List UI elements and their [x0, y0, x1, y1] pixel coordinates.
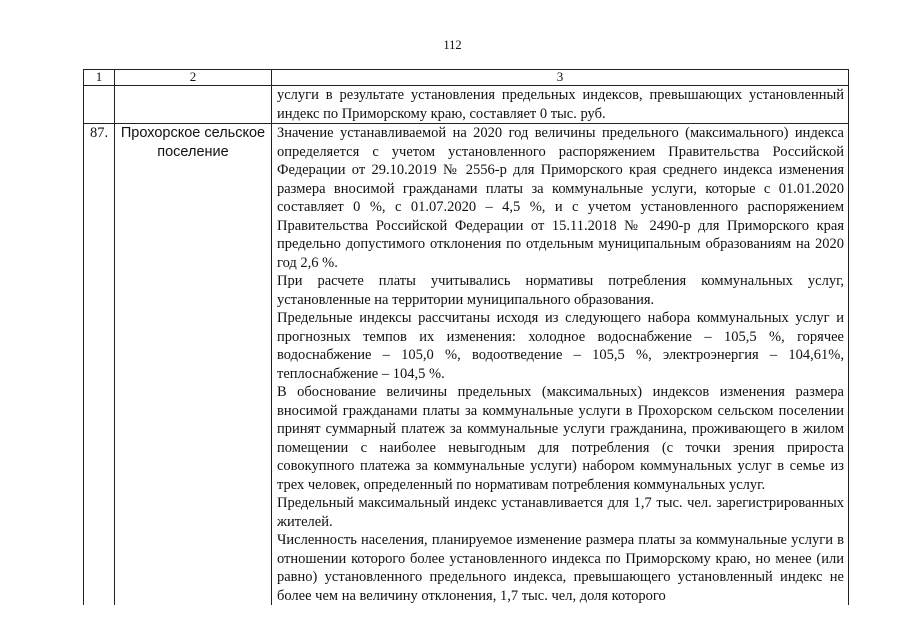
description-text — [272, 86, 848, 123]
description-paragraph: При расчете платы учитывались нормативы потребления коммунальных услуг, установленные на территории муниципального образования. — [277, 273, 844, 308]
row-description-cell — [272, 124, 849, 606]
row-name-cell — [115, 86, 272, 124]
page-number: 112 — [443, 38, 462, 52]
row-name-cell: Прохорское сельское поселение — [115, 124, 272, 606]
description-paragraph: В обоснование величины предельных (максимальных) индексов изменения размера вносимой гражданами платы за коммунальные услуги в Прохорском сельском поселении принят суммарный платеж за коммунальные услуги гражданина, проживающего в жилом помещении с наиболее невыгодным для потребления (с точки зрения прироста совокупного платежа за коммунальные услуги) набором коммунальных услуг в семье из трех человек, определенный по нормативам потребления коммунальных услуг. — [277, 384, 844, 493]
description-paragraph: Численность населения, планируемое изменение размера платы за коммунальные услуги в отношении которого более установленного индекса по Приморскому краю, но менее (или равно) установленного предельного индекса, превышающего установленный индекс не более чем на величину отклонения, 1,7 тыс. чел, доля которого — [277, 532, 844, 604]
description-paragraph: Предельный максимальный индекс устанавливается для 1,7 тыс. чел. зарегистрированных жителей. — [277, 495, 844, 530]
document-table — [83, 69, 849, 605]
table-row-continuation — [84, 86, 849, 124]
row-number-cell: 87. — [84, 124, 115, 606]
row-description-cell — [272, 86, 849, 124]
description-text — [272, 124, 848, 605]
row-number-cell — [84, 86, 115, 124]
column-header-2: 2 — [115, 70, 272, 86]
column-header-1: 1 — [84, 70, 115, 86]
description-paragraph: Предельные индексы рассчитаны исходя из следующего набора коммунальных услуг и прогнозных темпов их изменения: холодное водоснабжение – 105,5 %, горячее водоснабжение – 105,0 %, водоотведение – 105,5 %, электроэнергия – 104,61%, теплоснабжение – 104,5 %. — [277, 310, 844, 382]
description-paragraph: Значение устанавливаемой на 2020 год величины предельного (максимального) индекса определяется с учетом установленного распоряжением Правительства Российской Федерации от 29.10.2019 № 2556-р для Приморского края среднего индекса изменения размера вносимой гражданами платы за коммунальные услуги, которые с 01.01.2020 составляет 0 %, с 01.07.2020 – 4,5 %, и с учетом установленного распоряжением Правительства Российской Федерации от 15.11.2018 № 2490-р для Приморского края предельно допустимого отклонения по отдельным муниципальным образованиям на 2020 год 2,6 %. — [277, 125, 844, 271]
column-header-3: 3 — [272, 70, 849, 86]
table-row-87 — [84, 124, 849, 606]
table-header-row — [84, 70, 849, 86]
description-paragraph: услуги в результате установления предельных индексов, превышающих установленный индекс по Приморскому краю, составляет 0 тыс. руб. — [277, 87, 844, 122]
